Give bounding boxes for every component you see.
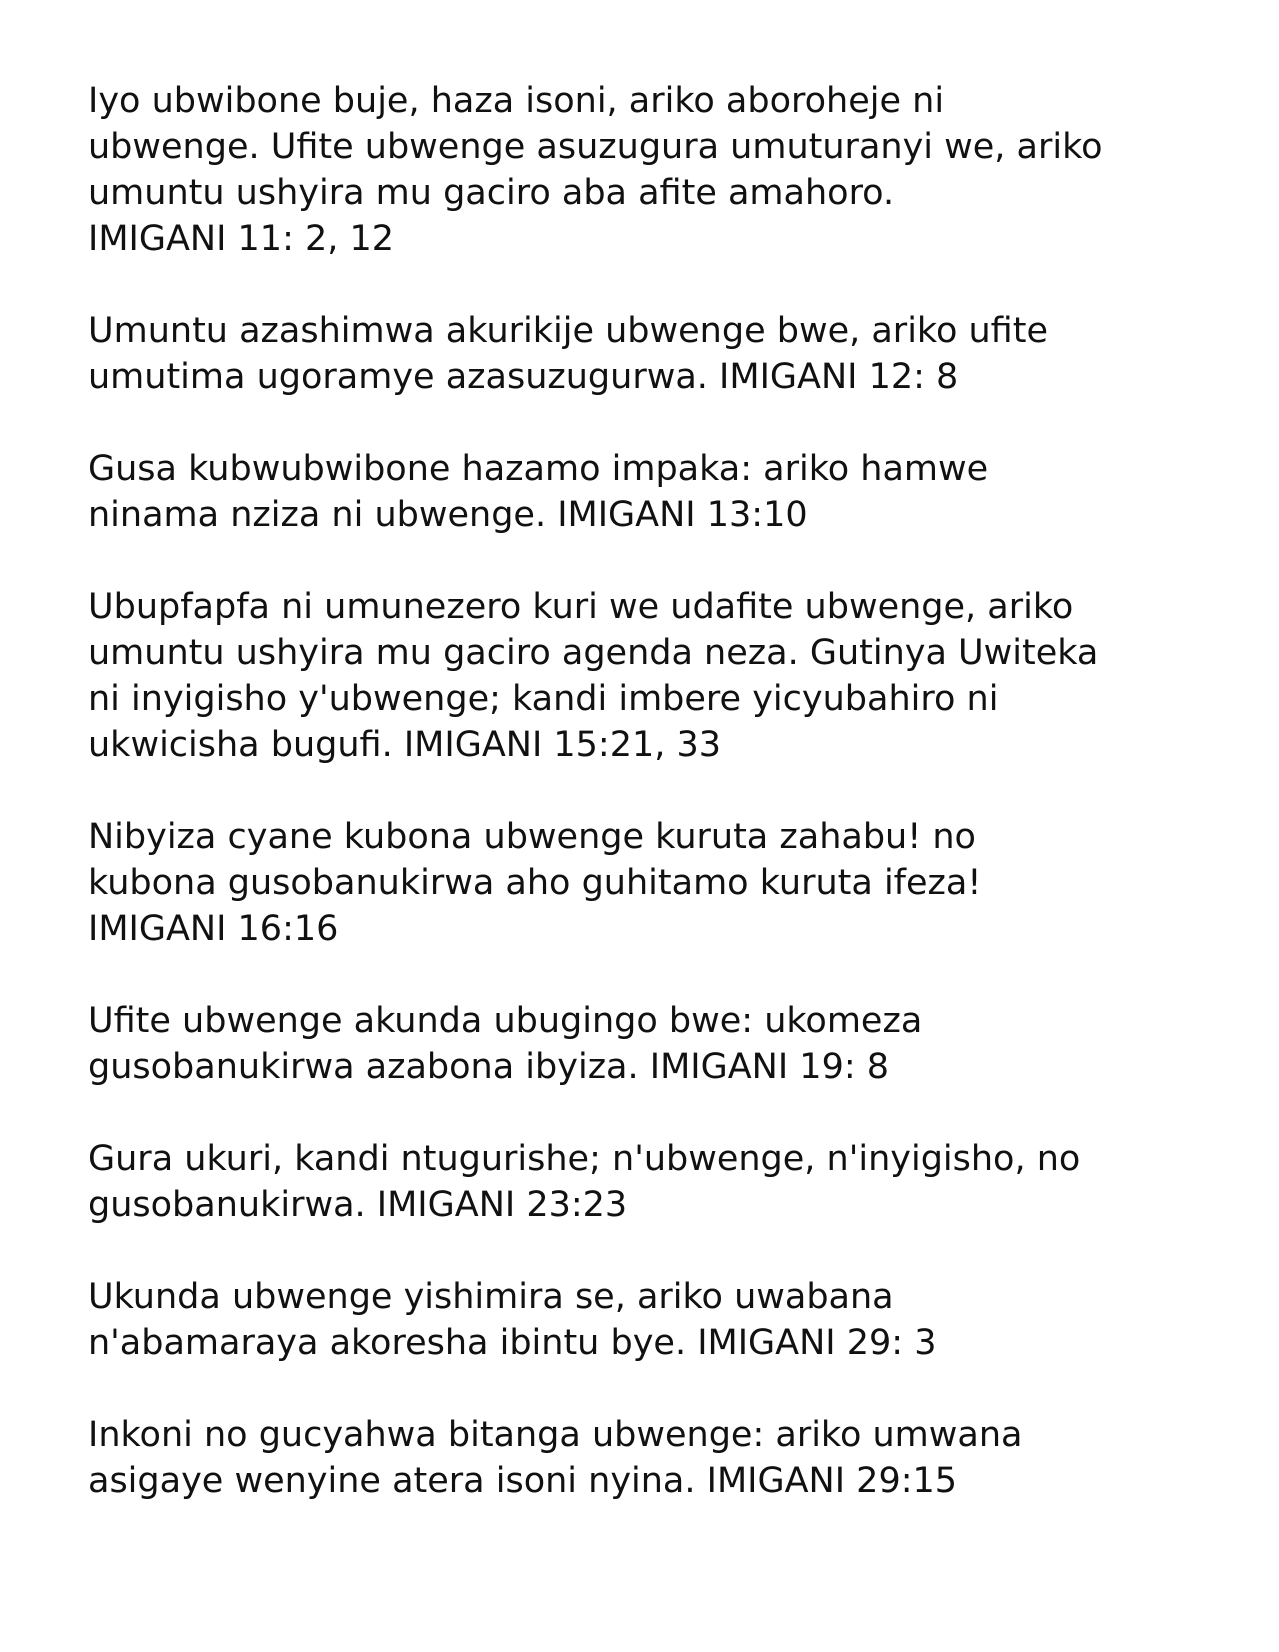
verse-paragraph <box>88 1412 1208 1504</box>
verse-paragraph <box>88 584 1208 768</box>
verse-line: n'abamaraya akoresha ibintu bye. IMIGANI 29: 3 <box>88 1323 937 1363</box>
verse-paragraph <box>88 998 1208 1090</box>
verse-line: ninama nziza ni ubwenge. IMIGANI 13:10 <box>88 495 808 535</box>
verse-line: Nibyiza cyane kubona ubwenge kuruta zahabu! no <box>88 817 976 857</box>
verse-paragraph <box>88 446 1208 538</box>
verse-line: umuntu ushyira mu gaciro agenda neza. Gutinya Uwiteka <box>88 633 1099 673</box>
verse-line: Umuntu azashimwa akurikije ubwenge bwe, ariko ufite <box>88 311 1048 351</box>
verse-line: gusobanukirwa. IMIGANI 23:23 <box>88 1185 628 1225</box>
verse-line: asigaye wenyine atera isoni nyina. IMIGANI 29:15 <box>88 1461 958 1501</box>
verse-paragraph <box>88 78 1208 262</box>
verse-paragraph <box>88 1136 1208 1228</box>
verse-line: gusobanukirwa azabona ibyiza. IMIGANI 19: 8 <box>88 1047 890 1087</box>
verse-line: umuntu ushyira mu gaciro aba afite amahoro. <box>88 173 895 213</box>
verse-line: Ufite ubwenge akunda ubugingo bwe: ukomeza <box>88 1001 923 1041</box>
verse-line: Ubupfapfa ni umunezero kuri we udafite ubwenge, ariko <box>88 587 1074 627</box>
verse-line: ukwicisha bugufi. IMIGANI 15:21, 33 <box>88 725 722 765</box>
verse-paragraph <box>88 814 1208 952</box>
verse-line: umutima ugoramye azasuzugurwa. IMIGANI 12: 8 <box>88 357 959 397</box>
verse-line: Ukunda ubwenge yishimira se, ariko uwabana <box>88 1277 894 1317</box>
verse-paragraph <box>88 1274 1208 1366</box>
verse-paragraph <box>88 308 1208 400</box>
verse-line: Iyo ubwibone buje, haza isoni, ariko aboroheje ni <box>88 81 945 121</box>
verse-line: kubona gusobanukirwa aho guhitamo kuruta ifeza! <box>88 863 982 903</box>
verse-line: Gusa kubwubwibone hazamo impaka: ariko hamwe <box>88 449 989 489</box>
verse-line: ni inyigisho y'ubwenge; kandi imbere yicyubahiro ni <box>88 679 999 719</box>
verse-reference: IMIGANI 16:16 <box>88 909 339 949</box>
verse-line: Inkoni no gucyahwa bitanga ubwenge: ariko umwana <box>88 1415 1023 1455</box>
verse-line: Gura ukuri, kandi ntugurishe; n'ubwenge, n'inyigisho, no <box>88 1139 1081 1179</box>
verse-reference: IMIGANI 11: 2, 12 <box>88 219 395 259</box>
document-page <box>88 78 1208 1550</box>
verse-line: ubwenge. Ufite ubwenge asuzugura umuturanyi we, ariko <box>88 127 1103 167</box>
